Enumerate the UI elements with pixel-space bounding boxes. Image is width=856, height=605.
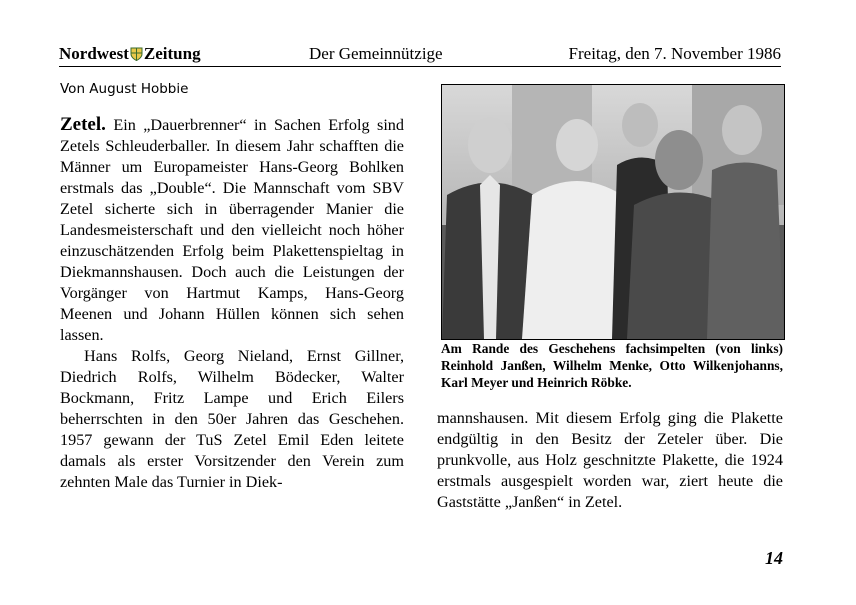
article-paragraph-2: Hans Rolfs, Georg Nieland, Ernst Gillner, Diedrich Rolfs, Wilhelm Bödecker, Walter Bockmann, Fritz Lampe und Erich Eilers beherrschten in den 50er Jahren das Geschehen. 1957 gewann der TuS Zetel Emil Eden leitete damals als erster Vorsitzender den Verein zum zehnten Male das Turnier in Diek- <box>60 347 404 491</box>
byline: Von August Hobbie <box>60 81 189 97</box>
newspaper-name-part1: Nordwest <box>59 44 129 63</box>
paragraph-1-text: Ein „Dauerbrenner“ in Sachen Erfolg sind Zetels Schleuderballer. In diesem Jahr schafften die Männer um Europameister Hans-Georg Bohlken erstmals das „Double“. Die Mannschaft vom SBV Zetel sicherte sich in überragender Manier die Landesmeisterschaft und den vielleicht noch höher einzuschätzenden Erfolg beim Plakettenspieltag in Diekmannshausen. Doch auch die Leistungen der Vorgänger von Hartmut Kamps, Hans-Georg Meenen und Johann Hüllen können sich sehen lassen. <box>60 116 404 344</box>
photo-caption: Am Rande des Geschehens fachsimpelten (von links) Reinhold Janßen, Wilhelm Menke, Otto Wilkenjohanns, Karl Meyer und Heinrich Röbke. <box>441 341 783 390</box>
newspaper-name <box>59 44 201 64</box>
coat-of-arms-icon <box>130 47 143 61</box>
article-column-right <box>437 408 783 513</box>
section-title: Der Gemeinnützige <box>309 44 443 63</box>
article-paragraph-3: mannshausen. Mit diesem Erfolg ging die Plakette endgültig in den Besitz der Zeteler über. Die prunkvolle, aus Holz geschnitzte Plakette, die 1924 erstmals ausgespielt worden war, ziert heute die Gaststätte „Janßen“ in Zetel. <box>437 409 783 511</box>
dateline: Zetel. <box>60 114 106 135</box>
article-paragraph-1 <box>60 114 404 346</box>
page-number: 14 <box>765 548 783 568</box>
article-column-left <box>60 114 404 493</box>
newspaper-name-part2: Zeitung <box>143 44 201 63</box>
issue-date: Freitag, den 7. November 1986 <box>568 44 781 63</box>
masthead <box>59 44 781 67</box>
photo-image <box>442 85 784 339</box>
news-photo <box>441 84 785 340</box>
